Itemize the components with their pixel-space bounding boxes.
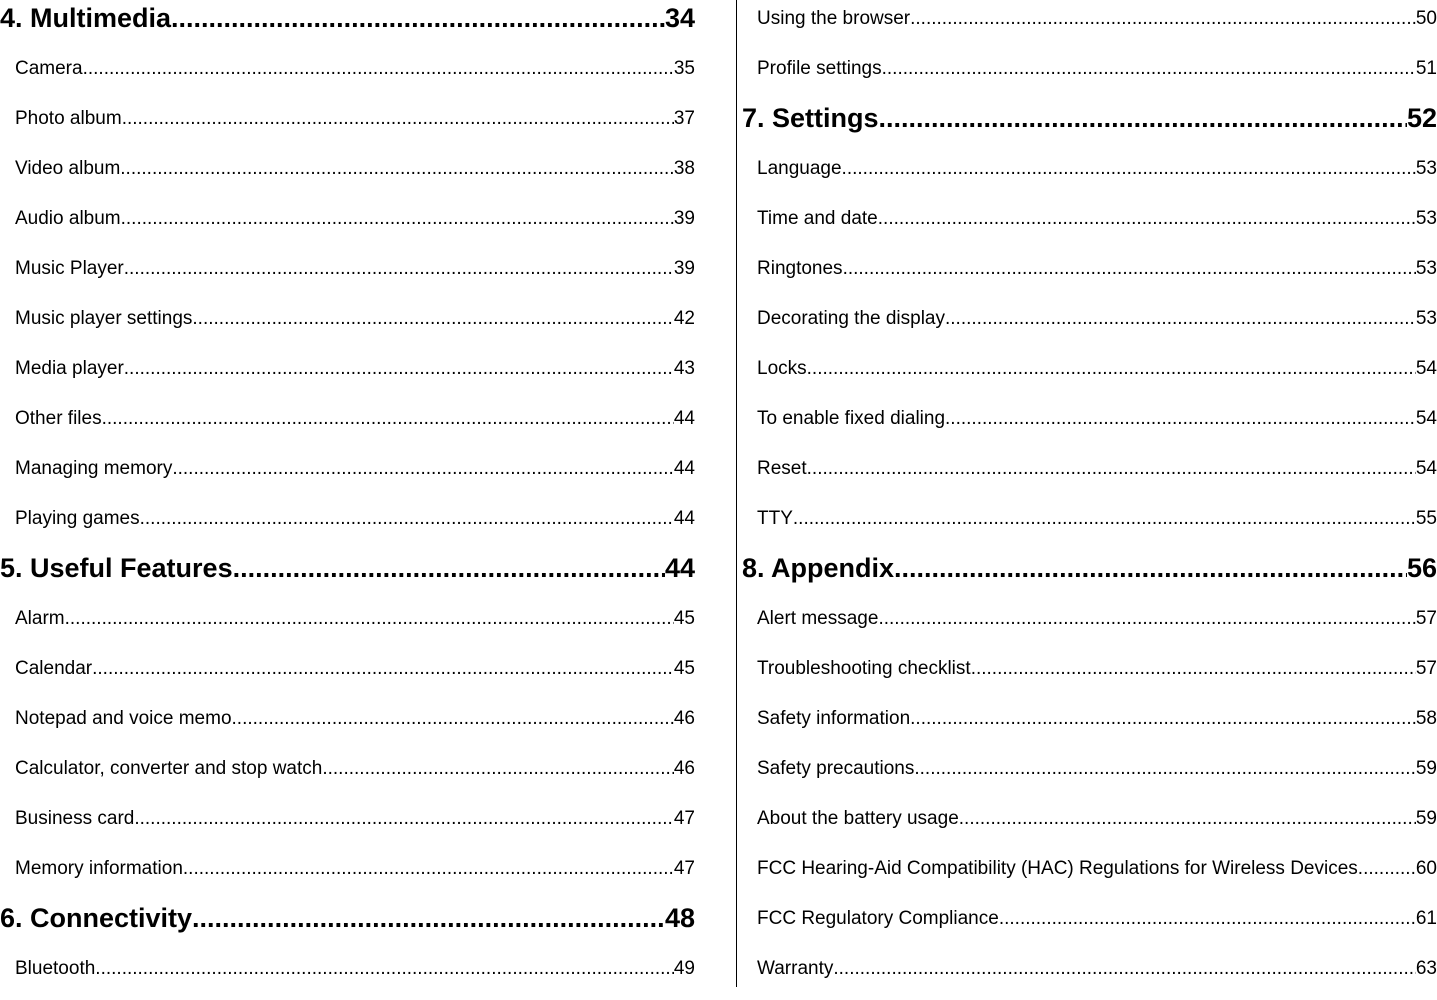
toc-entry-title: Managing memory (15, 458, 173, 479)
toc-entry-audio-album[interactable] (0, 200, 695, 250)
toc-dot-leader (1358, 858, 1416, 880)
toc-entry-language[interactable] (742, 150, 1437, 200)
toc-entry-title: Photo album (15, 108, 122, 129)
toc-page-number: 34 (664, 3, 695, 33)
toc-dot-leader (65, 608, 674, 630)
toc-page-number: 44 (673, 408, 695, 429)
toc-entry-troubleshooting-checklist[interactable] (742, 650, 1437, 700)
toc-dot-leader (102, 408, 674, 430)
toc-entry-media-player[interactable] (0, 350, 695, 400)
toc-page-number: 54 (1415, 408, 1437, 429)
toc-entry-notepad-voice-memo[interactable] (0, 700, 695, 750)
toc-entry-photo-album[interactable] (0, 100, 695, 150)
toc-page-number: 46 (673, 758, 695, 779)
toc-page-number: 58 (1415, 708, 1437, 729)
toc-dot-leader (945, 408, 1416, 430)
toc-dot-leader (122, 108, 674, 130)
toc-entry-title: Video album (15, 158, 121, 179)
toc-page-number: 59 (1415, 758, 1437, 779)
toc-dot-leader (124, 358, 674, 380)
toc-entry-tty[interactable] (742, 500, 1437, 550)
toc-entry-time-and-date[interactable] (742, 200, 1437, 250)
toc-dot-leader (120, 158, 674, 180)
toc-page-number: 54 (1415, 358, 1437, 379)
toc-entry-title: Business card (15, 808, 135, 829)
toc-page-number: 63 (1415, 958, 1437, 979)
toc-entry-ringtones[interactable] (742, 250, 1437, 300)
toc-dot-leader (83, 58, 674, 80)
toc-page-number: 35 (673, 58, 695, 79)
toc-page-number: 39 (673, 208, 695, 229)
toc-page-number: 39 (673, 258, 695, 279)
toc-dot-leader (882, 58, 1416, 80)
toc-page-number: 49 (673, 958, 695, 979)
toc-entry-title: Alert message (757, 608, 879, 629)
toc-dot-leader (171, 3, 665, 34)
toc-entry-title: Profile settings (757, 58, 882, 79)
toc-entry-alert-message[interactable] (742, 600, 1437, 650)
toc-dot-leader (959, 808, 1416, 830)
toc-page-number: 60 (1415, 858, 1437, 879)
toc-dot-leader (910, 8, 1416, 30)
toc-entry-video-album[interactable] (0, 150, 695, 200)
toc-dot-leader (192, 308, 673, 330)
toc-dot-leader (183, 858, 674, 880)
toc-entry-music-player[interactable] (0, 250, 695, 300)
column-divider (736, 0, 737, 987)
toc-entry-title: Music Player (15, 258, 124, 279)
toc-page-number: 44 (664, 553, 695, 583)
toc-page-number: 53 (1415, 258, 1437, 279)
toc-entry-title: 5. Useful Features (0, 553, 233, 583)
toc-chapter-connectivity[interactable] (0, 900, 695, 950)
toc-dot-leader (140, 508, 674, 530)
toc-dot-leader (232, 708, 674, 730)
toc-entry-title: 6. Connectivity (0, 903, 193, 933)
toc-page-number: 59 (1415, 808, 1437, 829)
toc-entry-battery-usage[interactable] (742, 800, 1437, 850)
toc-dot-leader (843, 258, 1416, 280)
toc-entry-music-player-settings[interactable] (0, 300, 695, 350)
toc-dot-leader (95, 958, 674, 980)
toc-page-number: 56 (1406, 553, 1437, 583)
toc-page-number: 44 (673, 508, 695, 529)
toc-entry-title: Playing games (15, 508, 140, 529)
toc-entry-title: Bluetooth (15, 958, 96, 979)
toc-page-number: 46 (673, 708, 695, 729)
toc-entry-title: FCC Hearing-Aid Compatibility (HAC) Regulations for Wireless Devices (757, 858, 1358, 879)
toc-entry-title: Memory information (15, 858, 183, 879)
toc-right-column (742, 0, 1437, 1000)
toc-page-number: 38 (673, 158, 695, 179)
toc-chapter-settings[interactable] (742, 100, 1437, 150)
toc-dot-leader (807, 358, 1416, 380)
toc-entry-title: 8. Appendix (742, 553, 895, 583)
toc-dot-leader (879, 103, 1407, 134)
toc-dot-leader (134, 808, 674, 830)
toc-entry-calculator-converter-stopwatch[interactable] (0, 750, 695, 800)
toc-page-number: 53 (1415, 158, 1437, 179)
toc-page-number: 51 (1415, 58, 1437, 79)
toc-entry-title: 4. Multimedia (0, 3, 172, 33)
toc-page-number: 42 (673, 308, 695, 329)
toc-chapter-appendix[interactable] (742, 550, 1437, 600)
toc-entry-title: Camera (15, 58, 83, 79)
toc-entry-title: Other files (15, 408, 102, 429)
toc-dot-leader (971, 658, 1416, 680)
toc-dot-leader (121, 208, 674, 230)
toc-entry-using-the-browser[interactable] (742, 0, 1437, 50)
toc-page-number: 54 (1415, 458, 1437, 479)
toc-entry-safety-information[interactable] (742, 700, 1437, 750)
toc-entry-title: Locks (757, 358, 807, 379)
toc-entry-title: Media player (15, 358, 124, 379)
toc-entry-title: Safety precautions (757, 758, 915, 779)
toc-dot-leader (894, 553, 1407, 584)
toc-entry-title: Time and date (757, 208, 878, 229)
toc-left-column (0, 0, 695, 1000)
toc-entry-title: Ringtones (757, 258, 843, 279)
toc-dot-leader (842, 158, 1416, 180)
toc-page-number: 57 (1415, 608, 1437, 629)
toc-entry-title: To enable fixed dialing (757, 408, 946, 429)
toc-page-number: 50 (1415, 8, 1437, 29)
toc-page-number: 53 (1415, 308, 1437, 329)
toc-entry-business-card[interactable] (0, 800, 695, 850)
toc-dot-leader (945, 308, 1416, 330)
toc-page-number: 52 (1406, 103, 1437, 133)
toc-dot-leader (807, 458, 1416, 480)
toc-page-number: 57 (1415, 658, 1437, 679)
toc-entry-title: TTY (757, 508, 793, 529)
toc-entry-title: About the battery usage (757, 808, 959, 829)
toc-entry-title: Decorating the display (757, 308, 945, 329)
toc-page-number: 47 (673, 858, 695, 879)
toc-entry-title: 7. Settings (742, 103, 879, 133)
toc-page-number: 55 (1415, 508, 1437, 529)
toc-entry-title: Warranty (757, 958, 834, 979)
toc-entry-title: Troubleshooting checklist (757, 658, 971, 679)
toc-entry-fcc-hac-regulations[interactable] (742, 850, 1437, 900)
toc-page-number: 47 (673, 808, 695, 829)
toc-dot-leader (878, 608, 1415, 630)
toc-entry-title: Reset (757, 458, 807, 479)
toc-entry-decorating-the-display[interactable] (742, 300, 1437, 350)
toc-entry-bluetooth[interactable] (0, 950, 695, 1000)
toc-entry-profile-settings[interactable] (742, 50, 1437, 100)
toc-chapter-useful-features[interactable] (0, 550, 695, 600)
toc-entry-title: Alarm (15, 608, 65, 629)
toc-page-number: 61 (1415, 908, 1437, 929)
toc-entry-calendar[interactable] (0, 650, 695, 700)
toc-dot-leader (233, 553, 665, 584)
toc-page-number: 45 (673, 608, 695, 629)
toc-entry-title: Language (757, 158, 842, 179)
toc-entry-fcc-regulatory-compliance[interactable] (742, 900, 1437, 950)
toc-entry-title: Audio album (15, 208, 121, 229)
toc-entry-alarm[interactable] (0, 600, 695, 650)
toc-page-number: 53 (1415, 208, 1437, 229)
toc-entry-title: Using the browser (757, 8, 911, 29)
toc-dot-leader (833, 958, 1415, 980)
toc-dot-leader (910, 708, 1416, 730)
toc-chapter-multimedia[interactable] (0, 0, 695, 50)
toc-entry-title: Notepad and voice memo (15, 708, 232, 729)
toc-entry-title: Calendar (15, 658, 93, 679)
toc-entry-other-files[interactable] (0, 400, 695, 450)
toc-entry-reset[interactable] (742, 450, 1437, 500)
toc-page-number: 37 (673, 108, 695, 129)
toc-dot-leader (914, 758, 1415, 780)
toc-entry-title: Calculator, converter and stop watch (15, 758, 323, 779)
toc-entry-camera[interactable] (0, 50, 695, 100)
toc-page-number: 45 (673, 658, 695, 679)
toc-page-number: 44 (673, 458, 695, 479)
toc-dot-leader (92, 658, 674, 680)
toc-entry-title: Safety information (757, 708, 911, 729)
toc-entry-warranty[interactable] (742, 950, 1437, 1000)
toc-entry-title: FCC Regulatory Compliance (757, 908, 999, 929)
toc-page-number: 43 (673, 358, 695, 379)
toc-entry-safety-precautions[interactable] (742, 750, 1437, 800)
toc-entry-managing-memory[interactable] (0, 450, 695, 500)
toc-entry-locks[interactable] (742, 350, 1437, 400)
toc-page-number: 48 (664, 903, 695, 933)
toc-entry-memory-information[interactable] (0, 850, 695, 900)
toc-entry-playing-games[interactable] (0, 500, 695, 550)
toc-dot-leader (793, 508, 1416, 530)
toc-dot-leader (124, 258, 674, 280)
toc-dot-leader (322, 758, 674, 780)
toc-entry-title: Music player settings (15, 308, 193, 329)
toc-entry-fixed-dialing[interactable] (742, 400, 1437, 450)
toc-dot-leader (878, 208, 1416, 230)
toc-dot-leader (172, 458, 674, 480)
toc-dot-leader (999, 908, 1416, 930)
toc-dot-leader (192, 903, 665, 934)
